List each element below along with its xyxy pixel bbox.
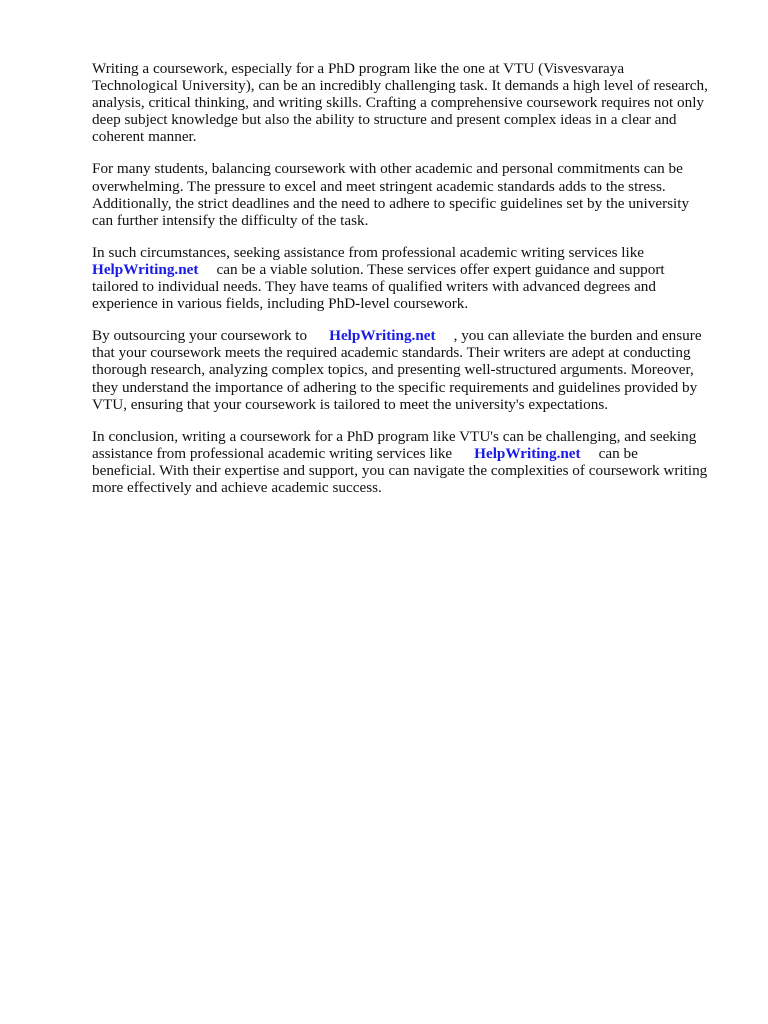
text-line: can further intensify the difficulty of the task.: [92, 211, 369, 229]
text-line: analysis, critical thinking, and writing skills. Crafting a comprehensive coursework requires not only: [92, 94, 705, 112]
text-line: experience in various fields, including PhD-level coursework.: [92, 295, 469, 313]
text-fragment: can be: [598, 444, 638, 462]
text-line: [92, 261, 722, 278]
helpwriting-link[interactable]: HelpWriting.net: [474, 444, 581, 462]
text-line: [92, 327, 722, 344]
paragraph-outsourcing: [92, 327, 722, 412]
text-line: Writing a coursework, especially for a PhD program like the one at VTU (Visvesvaraya: [92, 60, 625, 77]
helpwriting-link[interactable]: HelpWriting.net: [92, 260, 199, 278]
text-line: [92, 445, 722, 462]
text-fragment: , you can alleviate the burden and ensure: [453, 327, 702, 345]
helpwriting-link[interactable]: HelpWriting.net: [329, 327, 436, 345]
text-line: tailored to individual needs. They have teams of qualified writers with advanced degrees and: [92, 278, 656, 296]
text-line: VTU, ensuring that your coursework is tailored to meet the university's expectations.: [92, 395, 609, 413]
text-line: For many students, balancing coursework with other academic and personal commitments can be: [92, 160, 683, 178]
text-line: coherent manner.: [92, 128, 197, 146]
text-line: they understand the importance of adhering to the specific requirements and guidelines provided by: [92, 378, 698, 396]
paragraph-challenges: [92, 160, 722, 228]
text-fragment: By outsourcing your coursework to: [92, 327, 308, 345]
paragraph-intro: [92, 60, 722, 145]
text-line: Technological University), can be an incredibly challenging task. It demands a high level of research,: [92, 77, 708, 95]
text-line: overwhelming. The pressure to excel and meet stringent academic standards adds to the stress.: [92, 177, 666, 195]
text-line: Additionally, the strict deadlines and the need to adhere to specific guidelines set by the university: [92, 194, 690, 212]
paragraph-assistance: [92, 244, 722, 312]
text-line: beneficial. With their expertise and support, you can navigate the complexities of coursework writing: [92, 461, 708, 479]
document-page: [92, 60, 722, 511]
text-line: more effectively and achieve academic success.: [92, 478, 382, 496]
text-line: that your coursework meets the required academic standards. Their writers are adept at conducting: [92, 344, 691, 362]
text-fragment: assistance from professional academic writing services like: [92, 444, 453, 462]
text-line: In conclusion, writing a coursework for a PhD program like VTU's can be challenging, and seeking: [92, 427, 697, 445]
text-line: deep subject knowledge but also the ability to structure and present complex ideas in a clear and: [92, 111, 677, 129]
text-fragment: can be a viable solution. These services offer expert guidance and support: [216, 260, 665, 278]
text-line: thorough research, analyzing complex topics, and presenting well-structured arguments. Moreover,: [92, 361, 694, 379]
paragraph-conclusion: [92, 428, 722, 496]
text-line: In such circumstances, seeking assistance from professional academic writing services like: [92, 243, 645, 261]
